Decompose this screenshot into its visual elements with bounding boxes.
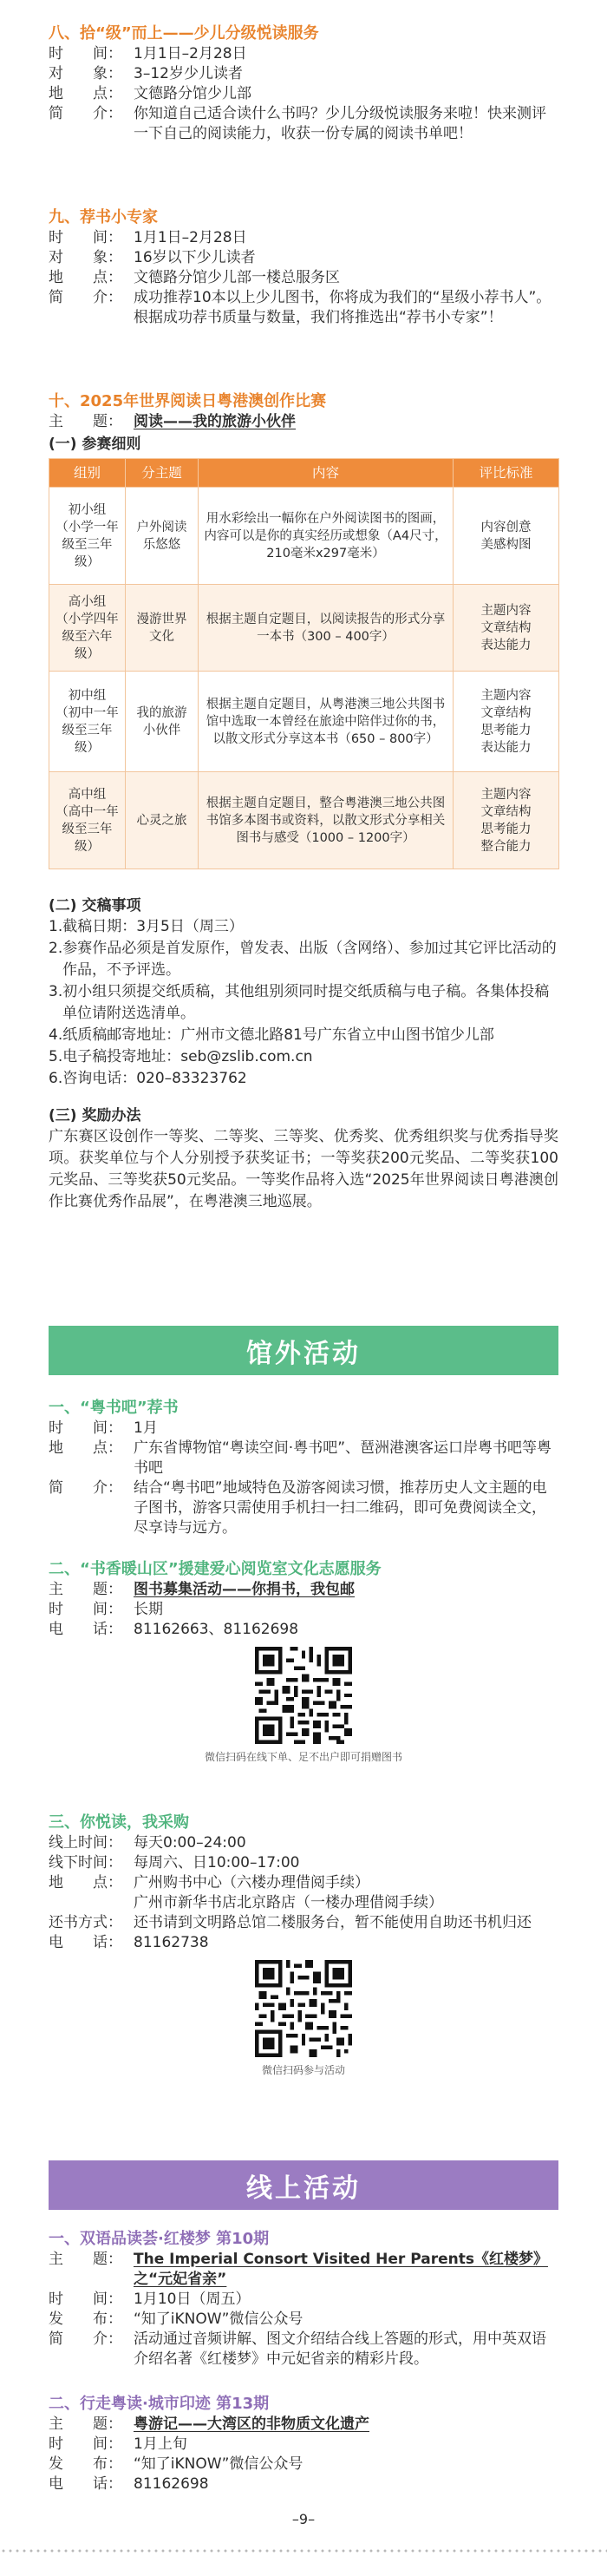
tel-label: 电 话： — [49, 1621, 122, 1638]
time-label: 时 间： — [49, 229, 122, 246]
banner-outside-activities: 馆外活动 — [49, 1326, 558, 1375]
submit-item: 2.参赛作品必须是首发原作，曾发表、出版（含网络）、参加过其它评比活动的作品，不予评选。 — [49, 940, 557, 979]
online-time-label: 线上时间： — [49, 1834, 122, 1852]
intro-value: 成功推荐10本以上少儿图书，你将成为我们的“星级小荐书人”。根据成功荐书质量与数量，我们将推选出“荐书小专家”！ — [134, 289, 552, 326]
section-title: 九、荐书小专家 — [49, 208, 158, 226]
theme-label: 主 题： — [49, 1581, 122, 1598]
time-label: 时 间： — [49, 2435, 122, 2453]
section-mountain-library — [49, 1558, 558, 1765]
tel-label: 电 话： — [49, 1934, 122, 1951]
section-writing-contest — [49, 390, 558, 1213]
cell-group: 初小组 （小学一年级至三年级） — [49, 488, 126, 585]
tel-value: 81162738 — [134, 1934, 209, 1951]
cell-criteria: 内容创意 美感构图 — [454, 488, 559, 585]
theme-label: 主 题： — [49, 2251, 122, 2268]
cell-criteria: 主题内容 文章结构 表达能力 — [454, 585, 559, 672]
publish-value: “知了iKNOW”微信公众号 — [134, 2311, 304, 2328]
award-subtitle: (三) 奖励办法 — [49, 1107, 141, 1124]
table-row — [49, 772, 559, 869]
theme-value: 阅读——我的旅游小伙伴 — [134, 413, 296, 430]
section-bilingual-reading — [49, 2228, 558, 2370]
place-label: 地 点： — [49, 85, 122, 102]
cell-content: 根据主题自定题目，从粤港澳三地公共图书馆中选取一本曾经在旅途中陪伴过你的书，以散文形式分享这本书（650 – 800字） — [199, 672, 454, 772]
qr-caption: 微信扫码参与活动 — [261, 2064, 345, 2076]
time-label: 时 间： — [49, 2291, 122, 2308]
cell-content: 根据主题自定题目，以阅读报告的形式分享一本书（300 – 400字） — [199, 585, 454, 672]
intro-label: 简 介： — [49, 1479, 122, 1497]
section-book-recommender — [49, 206, 558, 328]
cell-criteria: 主题内容 文章结构 思考能力 整合能力 — [454, 772, 559, 869]
submit-item: 1.截稿日期：3月5日（周三） — [49, 918, 244, 935]
section-title: 一、双语品读荟·红楼梦 第10期 — [49, 2230, 270, 2248]
place-value: 文德路分馆少儿部一楼总服务区 — [134, 269, 340, 286]
tel-label: 电 话： — [49, 2475, 122, 2493]
time-value: 1月1日–2月28日 — [134, 45, 247, 62]
cell-group: 初中组 （初中一年级至三年级） — [49, 672, 126, 772]
intro-label: 简 介： — [49, 105, 122, 122]
place-label: 地 点： — [49, 269, 122, 286]
cell-subtheme: 漫游世界 文化 — [126, 585, 199, 672]
header-content: 内容 — [199, 459, 454, 488]
theme-label: 主 题： — [49, 413, 122, 430]
online-time-value: 每天0:00–24:00 — [134, 1834, 246, 1852]
cell-criteria: 主题内容 文章结构 思考能力 表达能力 — [454, 672, 559, 772]
section-city-imprint — [49, 2393, 558, 2494]
return-value: 还书请到文明路总馆二楼服务台，暂不能使用自助还书机归还 — [134, 1914, 532, 1931]
place-value — [134, 1873, 558, 1913]
place-line-2: 广州市新华书店北京路店（一楼办理借阅手续） — [134, 1894, 443, 1911]
banner-online-activities: 线上活动 — [49, 2160, 558, 2210]
intro-label: 简 介： — [49, 2330, 122, 2348]
theme-value: 粤游记——大湾区的非物质文化遗产 — [134, 2415, 369, 2433]
cell-subtheme: 我的旅游 小伙伴 — [126, 672, 199, 772]
qr-code-icon[interactable] — [255, 1960, 352, 2057]
tel-value: 81162698 — [134, 2475, 209, 2493]
publish-label: 发 布： — [49, 2311, 122, 2328]
header-subtheme: 分主题 — [126, 459, 199, 488]
theme-label: 主 题： — [49, 2415, 122, 2433]
theme-value: 图书募集活动——你捐书，我包邮 — [134, 1581, 355, 1598]
intro-value: 你知道自己适合读什么书吗？少儿分级悦读服务来啦！快来测评一下自己的阅读能力，收获一份专属的阅读书单吧！ — [134, 105, 546, 142]
cell-group: 高中组 （高中一年级至三年级） — [49, 772, 126, 869]
cell-group: 高小组 （小学四年级至六年级） — [49, 585, 126, 672]
page-number: –9– — [291, 2511, 316, 2527]
place-label: 地 点： — [49, 1439, 122, 1457]
rules-subtitle: (一) 参赛细则 — [49, 436, 141, 453]
dotted-footer-divider — [0, 2547, 607, 2556]
section-bookbar — [49, 1397, 558, 1538]
time-label: 时 间： — [49, 1419, 122, 1437]
qr-code-icon[interactable] — [255, 1647, 352, 1744]
cell-content: 用水彩绘出一幅你在户外阅读图书的图画，内容可以是你的真实经历或想象（A4尺寸，210毫米x297毫米） — [199, 488, 454, 585]
header-group: 组别 — [49, 459, 126, 488]
table-row — [49, 488, 559, 585]
cell-content: 根据主题自定题目，整合粤港澳三地公共图书馆多本图书或资料，以散文形式分享相关图书与感受（1000 – 1200字） — [199, 772, 454, 869]
place-value: 文德路分馆少儿部 — [134, 85, 251, 102]
submit-item: 5.电子稿投寄地址：seb@zslib.com.cn — [49, 1048, 313, 1065]
cell-subtheme: 心灵之旅 — [126, 772, 199, 869]
intro-value: 活动通过音频讲解、图文介绍结合线上答题的形式，用中英双语介绍名著《红楼梦》中元妃省亲的精彩片段。 — [134, 2330, 546, 2368]
return-label: 还书方式： — [49, 1914, 122, 1931]
time-label: 时 间： — [49, 45, 122, 62]
target-label: 对 象： — [49, 65, 122, 82]
place-label: 地 点： — [49, 1874, 122, 1891]
place-value: 广东省博物馆“粤读空间·粤书吧”、琶洲港澳客运口岸粤书吧等粤书吧 — [134, 1439, 552, 1477]
publish-value: “知了iKNOW”微信公众号 — [134, 2455, 304, 2473]
target-value: 16岁以下少儿读者 — [134, 249, 256, 266]
intro-label: 简 介： — [49, 289, 122, 306]
time-value: 1月1日–2月28日 — [134, 229, 247, 246]
section-title: 三、你悦读，我采购 — [49, 1813, 189, 1832]
section-title: 二、“书香暖山区”援建爱心阅览室文化志愿服务 — [49, 1560, 382, 1578]
offline-time-label: 线下时间： — [49, 1854, 122, 1871]
time-value: 1月10日（周五） — [134, 2291, 251, 2308]
cell-subtheme: 户外阅读 乐悠悠 — [126, 488, 199, 585]
theme-value: The Imperial Consort Visited Her Parents《红楼梦》之“元妃省亲” — [134, 2251, 548, 2288]
contest-table — [49, 458, 559, 869]
submit-item: 6.咨询电话：020–83323762 — [49, 1070, 247, 1087]
section-title: 十、2025年世界阅读日粤港澳创作比赛 — [49, 392, 327, 410]
time-label: 时 间： — [49, 1601, 122, 1618]
time-value: 1月 — [134, 1419, 158, 1437]
section-title: 八、拾“级”而上——少儿分级悦读服务 — [49, 24, 319, 43]
section-title: 二、行走粤读·城市印迹 第13期 — [49, 2395, 270, 2413]
publish-label: 发 布： — [49, 2455, 122, 2473]
section-graded-reading — [49, 23, 558, 144]
place-line-1: 广州购书中心（六楼办理借阅手续） — [134, 1874, 369, 1891]
submit-item: 4.纸质稿邮寄地址：广州市文德北路81号广东省立中山图书馆少儿部 — [49, 1026, 494, 1044]
table-row — [49, 585, 559, 672]
time-value: 1月上旬 — [134, 2435, 187, 2453]
tel-value: 81162663、81162698 — [134, 1621, 299, 1638]
target-label: 对 象： — [49, 249, 122, 266]
time-value: 长期 — [134, 1601, 163, 1618]
intro-value: 结合“粤书吧”地域特色及游客阅读习惯，推荐历史人文主题的电子图书，游客只需使用手机扫一扫二维码，即可免费阅读全文，尽享诗与远方。 — [134, 1479, 547, 1537]
target-value: 3–12岁少儿读者 — [134, 65, 243, 82]
submit-subtitle: (二) 交稿事项 — [49, 897, 141, 914]
submit-item: 3.初小组只须提交纸质稿，其他组别须同时提交纸质稿与电子稿。各集体投稿单位请附送选清单。 — [49, 983, 550, 1022]
offline-time-value: 每周六、日10:00–17:00 — [134, 1854, 300, 1871]
section-title: 一、“粤书吧”荐书 — [49, 1399, 179, 1417]
section-you-read-we-buy — [49, 1812, 558, 2078]
qr-caption: 微信扫码在线下单、足不出户即可捐赠图书 — [204, 1751, 402, 1763]
award-text: 广东赛区设创作一等奖、二等奖、三等奖、优秀奖、优秀组织奖与优秀指导奖项。获奖单位与个人分别授予获奖证书；一等奖获200元奖品、二等奖获100元奖品、三等奖获50元奖品。一等奖作品将入选“2025年世界阅读日粤港澳创作比赛优秀作品展”，在粤港澳三地巡展。 — [49, 1128, 558, 1210]
table-row — [49, 672, 559, 772]
table-header-row — [49, 459, 559, 488]
header-criteria: 评比标准 — [454, 459, 559, 488]
